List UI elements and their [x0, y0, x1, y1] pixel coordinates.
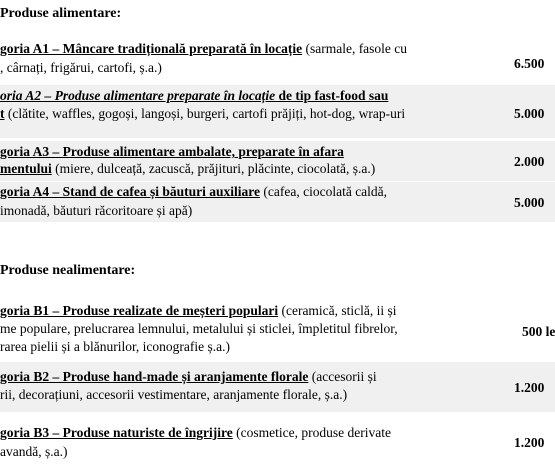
category-examples-cont: imonadă, băuturi răcoritoare și apă): [0, 203, 193, 218]
category-examples: (accesorii și: [308, 369, 377, 384]
category-price: 6.500: [514, 56, 545, 71]
category-row-b1: [0, 300, 555, 358]
category-price: 1.200: [514, 435, 545, 450]
food-section-heading-text: Produse alimentare:: [0, 6, 122, 21]
category-row-a2: [0, 85, 555, 138]
category-examples: (clătite, waffles, gogoși, langoși, burgeri, cartofi prăjiți, hot-dog, wrap-uri: [4, 106, 406, 121]
category-title-italic: oria A2 – Produse alimentare preparate în locație: [0, 88, 276, 103]
category-examples: (cosmetice, produse derivate: [232, 425, 391, 440]
category-examples: (miere, dulceață, zacuscă, prăjituri, plăcinte, ciocolată, ș.a.): [51, 161, 376, 176]
category-title: goria B1 – Produse realizate de meșteri populari: [0, 303, 279, 318]
category-price: 500 le: [522, 324, 555, 339]
food-section-heading: [0, 6, 121, 22]
category-description: [0, 362, 488, 412]
category-line-1: [0, 144, 344, 160]
category-row-a3: [0, 141, 555, 181]
category-line-1: [0, 184, 387, 200]
category-title-cont: t: [0, 106, 5, 121]
category-description: [0, 141, 488, 181]
category-line-1: [0, 425, 391, 441]
category-title: [0, 88, 388, 103]
category-line-1: [0, 88, 388, 104]
category-title-tail: de tip fast-food sau: [275, 88, 389, 103]
category-line-1: [0, 369, 377, 385]
category-price: 5.000: [514, 195, 545, 210]
category-price: 5.000: [514, 106, 545, 121]
category-description: [0, 420, 488, 464]
category-examples-cont: rarea pielii și a blănurilor, iconografie ș.a.): [0, 339, 230, 354]
category-description: [0, 300, 488, 358]
category-line-2: [0, 161, 375, 177]
category-examples: (ceramică, sticlă, ii și: [278, 303, 397, 318]
category-title: goria B2 – Produse hand-made și aranjamente florale: [0, 369, 309, 384]
category-examples-cont: rii, decorațiuni, accesorii vestimentare, aranjamente florale, ș.a.): [0, 387, 348, 402]
category-title: goria A4 – Stand de cafea și băuturi auxiliare: [0, 184, 261, 199]
category-line-2: [0, 387, 347, 403]
category-price: 1.200: [514, 380, 545, 395]
category-examples-cont: , cârnați, frigărui, cartofi, ș.a.): [0, 60, 162, 75]
category-line-2: [0, 444, 67, 460]
category-examples-cont: avandă, ș.a.): [0, 444, 68, 459]
category-line-2: [0, 60, 162, 76]
category-line-2: [0, 106, 405, 122]
category-title-cont: mentului: [0, 161, 52, 176]
category-title: goria A1 – Mâncare tradițională preparată în locație: [0, 41, 303, 56]
category-description: [0, 85, 488, 138]
category-examples: (cafea, ciocolată caldă,: [260, 184, 388, 199]
category-line-2: [0, 203, 192, 219]
nonfood-section-heading: [0, 263, 135, 279]
category-description: [0, 182, 488, 222]
nonfood-section-heading-text: Produse nealimentare:: [0, 263, 136, 278]
category-description: [0, 40, 488, 80]
category-examples: (sarmale, fasole cu: [302, 41, 408, 56]
category-row-a4: [0, 182, 555, 222]
category-line-1: [0, 41, 407, 57]
category-line-2: [0, 321, 398, 337]
category-examples-cont: me populare, prelucrarea lemnului, metalului și sticlei, împletitul fibrelor,: [0, 321, 398, 336]
category-row-a1: [0, 40, 555, 80]
category-row-b2: [0, 362, 555, 412]
category-title: goria A3 – Produse alimentare ambalate, preparate în afara: [0, 144, 344, 159]
category-title: goria B3 – Produse naturiste de îngrijire: [0, 425, 233, 440]
category-row-b3: [0, 420, 555, 464]
category-price: 2.000: [514, 154, 545, 169]
category-line-3: [0, 339, 230, 355]
category-line-1: [0, 303, 397, 319]
